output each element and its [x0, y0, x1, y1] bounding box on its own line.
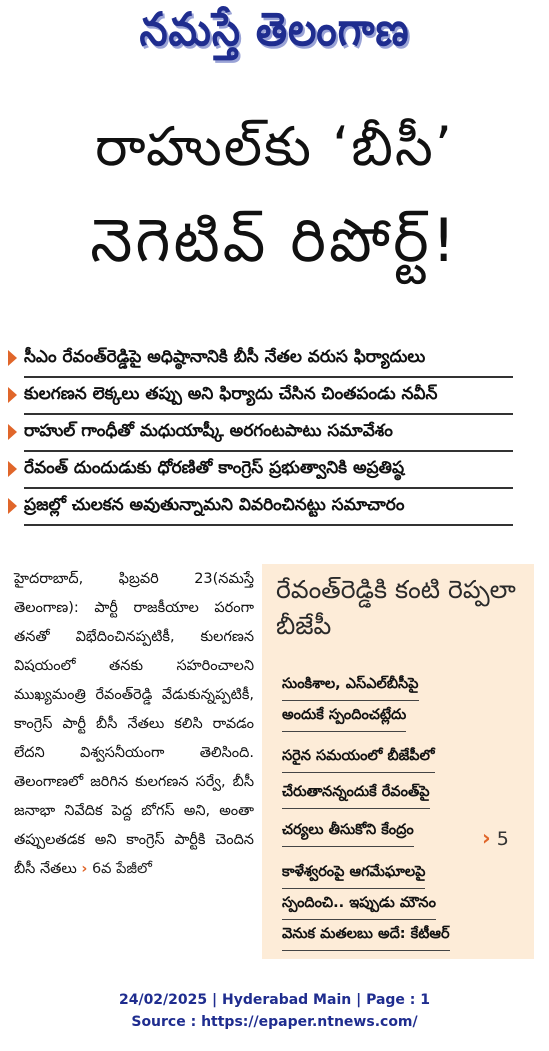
bullet-text: ప్రజల్లో చులకన అవుతున్నామని వివరించినట్టు సమాచారం [24, 495, 405, 515]
related-story-text: సరైన సమయంలో బీజేపీలో [282, 748, 435, 764]
related-story-text: వెనుక మతలబు అదే: కేటీఆర్ [282, 926, 450, 942]
bullet-arrow-icon [8, 387, 17, 403]
bullet-item [8, 491, 513, 528]
related-story-text: అందుకే స్పందించట్లేదు [282, 707, 407, 723]
article-text: హైదరాబాద్, ఫిబ్రవరి 23(నమస్తే తెలంగాణ): పార్టీ రాజకీయాల పరంగా తనతో విభేదించినప్పటికీ, కులగణన విషయంలో తనకు సహరించాలని ముఖ్యమంత్రి రేవంత్‌రెడ్డి వేడుకున్నప్పటికీ, కాంగ్రెస్ పార్టీ బీసీ నేతలు కలిసి రావడం లేదని విశ్వసనీయంగా తెలిసింది. తెలంగాణలో జరిగిన కులగణన సర్వే, బీసీ జనాభా నివేదిక పెద్ద బోగస్ అని, అంతా తప్పులతడక అని కాంగ్రెస్ పార్టీకి చెందిన బీసీ నేతలు [14, 571, 254, 877]
continuation-link[interactable]: 6వ పేజీలో [91, 861, 152, 877]
bullet-divider [24, 413, 513, 415]
footer-source-link[interactable]: Source : https://epaper.ntnews.com/ [131, 1014, 418, 1030]
related-story-divider [282, 700, 419, 701]
related-story-line [282, 784, 430, 804]
bullet-arrow-icon [8, 350, 17, 366]
related-story-line [282, 822, 414, 842]
related-story-page-ref[interactable] [482, 826, 509, 850]
related-story-line [282, 864, 425, 884]
related-story-line [282, 895, 436, 915]
related-story-text: సుంకిశాల, ఎస్‌ఎల్‌బీసీపై [282, 676, 419, 692]
bullet-divider [24, 450, 513, 452]
page-ref-arrow-icon: › [482, 826, 491, 850]
bullet-item [8, 380, 513, 417]
related-story-line [282, 676, 419, 696]
related-story-divider [282, 919, 436, 920]
article-body [14, 565, 254, 884]
bullet-divider [24, 487, 513, 489]
related-story-text: స్పందించి.. ఇప్పుడు మౌనం [282, 895, 436, 911]
bullet-arrow-icon [8, 498, 17, 514]
related-story-line [282, 748, 435, 768]
headline-line-2: నెగెటివ్ రిపోర్ట్! [90, 206, 459, 276]
bullet-arrow-icon [8, 461, 17, 477]
related-story-line [282, 707, 406, 727]
bullet-divider [24, 376, 513, 378]
bullet-text: రాహుల్ గాంధీతో మధుయాష్కీ అరగంటపాటు సమావేశం [24, 421, 393, 441]
related-story-divider [282, 846, 414, 847]
related-story-divider [282, 950, 450, 951]
bullet-list [8, 343, 513, 528]
headline-line-1: రాహుల్‌కు ‘బీసీ’ [95, 115, 454, 178]
related-story-divider [282, 808, 430, 809]
masthead-title: నమస్తే తెలంగాణ [139, 3, 410, 57]
related-story-text: కాళేశ్వరంపై ఆగమేఘాలపై [282, 864, 426, 880]
bullet-item [8, 454, 513, 491]
bullet-item [8, 417, 513, 454]
page-ref-number: 5 [496, 828, 509, 850]
bullet-item [8, 343, 513, 380]
related-story-divider [282, 888, 425, 889]
bullet-text: రేవంత్ దుందుడుకు ధోరణితో కాంగ్రెస్ ప్రభుత్వానికి అప్రతిష్ఠ [24, 458, 405, 478]
bullet-text: కులగణన లెక్కలు తప్పు అని ఫిర్యాదు చేసిన చింతపండు నవీన్ [24, 384, 438, 404]
related-story-divider [282, 772, 435, 773]
related-story-box [262, 564, 534, 959]
bullet-divider [24, 524, 513, 526]
related-story-divider [282, 731, 406, 732]
related-story-text: చర్యలు తీసుకోని కేంద్రం [282, 822, 414, 838]
footer-date-edition: 24/02/2025 | Hyderabad Main | Page : 1 [118, 992, 431, 1008]
bullet-arrow-icon [8, 424, 17, 440]
masthead [0, 0, 549, 78]
bullet-text: సీఎం రేవంత్‌రెడ్డిపై అధిష్ఠానానికి బీసీ నేతల వరుస ఫిర్యాదులు [24, 347, 426, 367]
related-story-line [282, 926, 450, 946]
related-story-text: చేరుతానన్నందుకే రేవంత్‌పై [282, 784, 430, 800]
related-story-title: రేవంత్‌రెడ్డికి కంటి రెప్పలా బీజేపీ [276, 575, 516, 640]
continuation-arrow-icon: › [81, 861, 88, 877]
